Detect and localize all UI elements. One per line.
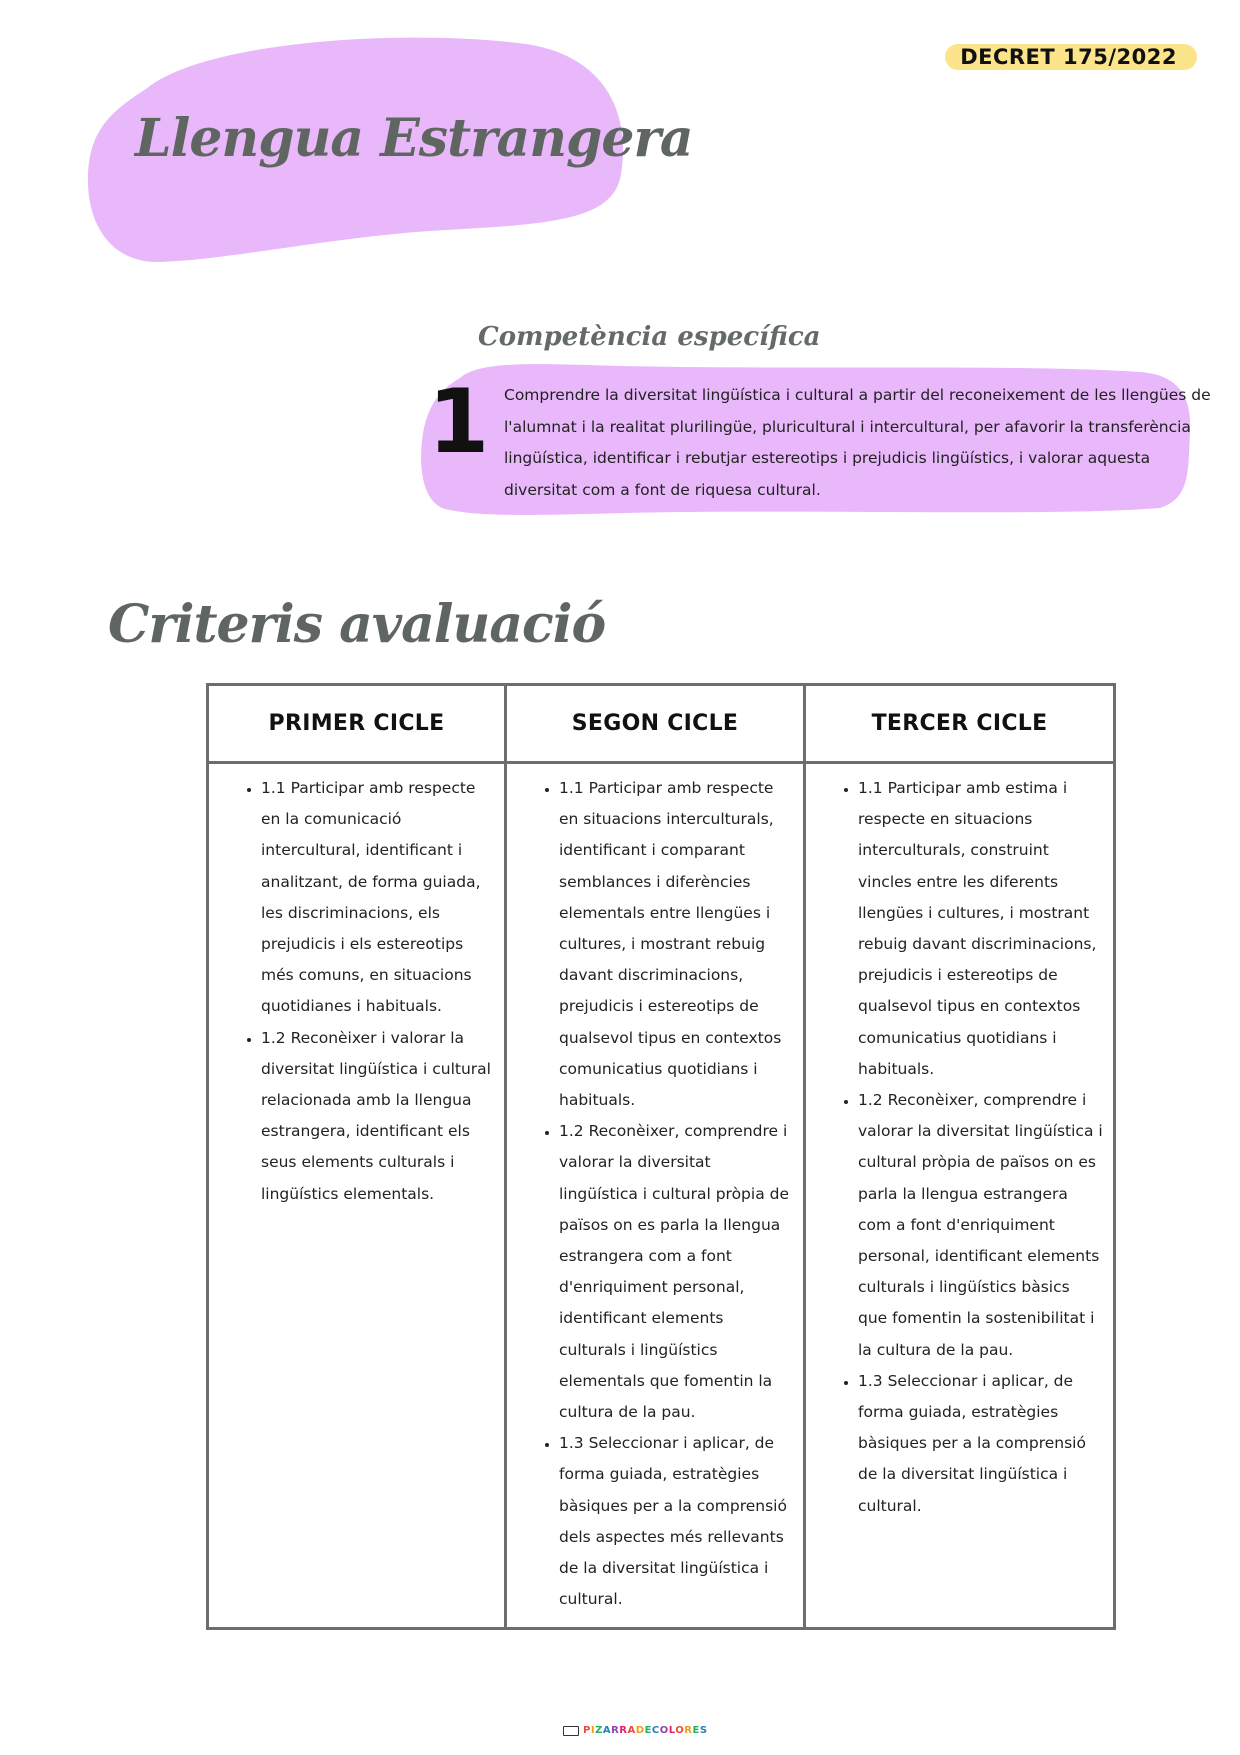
blackboard-icon	[563, 1726, 579, 1736]
column-body-primer	[209, 764, 507, 1627]
column-header-primer: PRIMER CICLE	[209, 686, 507, 764]
criteria-list	[806, 773, 1103, 1522]
column-header-tercer: TERCER CICLE	[806, 686, 1113, 764]
criteria-list	[209, 773, 494, 1210]
column-body-tercer	[806, 764, 1113, 1627]
list-item: • 1.2 Reconèixer, comprendre i valorar la diversitat lingüística i cultural pròpia de països on es parla la llengua estrangera com a font d'enriquiment personal, identificant elements culturals i lingüístics elementals que fomentin la cultura de la pau.	[559, 1116, 793, 1428]
footer-logo	[563, 1725, 708, 1736]
competencia-number: 1	[428, 370, 490, 473]
criteris-title: Criteris avaluació	[108, 594, 606, 655]
competencia-text: Comprendre la diversitat lingüística i cultural a partir del reconeixement de les llengües de l'alumnat i la realitat plurilingüe, pluricultural i intercultural, per afavorir la transferència lingüística, identificar i rebutjar estereotips i prejudicis lingüístics, i valorar aquesta diversitat com a font de riquesa cultural.	[504, 386, 1211, 499]
page-title: Llengua Estrangera	[135, 108, 693, 169]
competencia-label: Competència específica	[478, 322, 821, 352]
list-item: • 1.2 Reconèixer i valorar la diversitat lingüística i cultural relacionada amb la llengua estrangera, identificant els seus elements culturals i lingüístics elementals.	[261, 1023, 494, 1210]
criteria-list	[507, 773, 793, 1615]
list-item: • 1.3 Seleccionar i aplicar, de forma guiada, estratègies bàsiques per a la comprensió de la diversitat lingüística i cultural.	[858, 1366, 1103, 1522]
criteria-table	[206, 683, 1116, 1630]
list-item: • 1.1 Participar amb respecte en situacions interculturals, identificant i comparant semblances i diferències elementals entre llengües i cultures, i mostrant rebuig davant discriminacions, prejudicis i estereotips de qualsevol tipus en contextos comunicatius quotidians i habituals.	[559, 773, 793, 1116]
decret-badge: DECRET 175/2022	[945, 44, 1197, 70]
list-item: • 1.3 Seleccionar i aplicar, de forma guiada, estratègies bàsiques per a la comprensió dels aspectes més rellevants de la diversitat lingüística i cultural.	[559, 1428, 793, 1615]
list-item: • 1.1 Participar amb estima i respecte en situacions interculturals, construint vincles entre les diferents llengües i cultures, i mostrant rebuig davant discriminacions, prejudicis i estereotips de qualsevol tipus en contextos comunicatius quotidians i habituals.	[858, 773, 1103, 1085]
list-item: • 1.1 Participar amb respecte en la comunicació intercultural, identificant i analitzant, de forma guiada, les discriminacions, els prejudicis i els estereotips més comuns, en situacions quotidianes i habituals.	[261, 773, 494, 1023]
list-item: • 1.2 Reconèixer, comprendre i valorar la diversitat lingüística i cultural pròpia de països on es parla la llengua estrangera com a font d'enriquiment personal, identificant elements culturals i lingüístics bàsics que fomentin la sostenibilitat i la cultura de la pau.	[858, 1085, 1103, 1366]
logo-text: PIZARRADECOLORES	[583, 1725, 708, 1736]
column-body-segon	[507, 764, 806, 1627]
column-header-segon: SEGON CICLE	[507, 686, 806, 764]
